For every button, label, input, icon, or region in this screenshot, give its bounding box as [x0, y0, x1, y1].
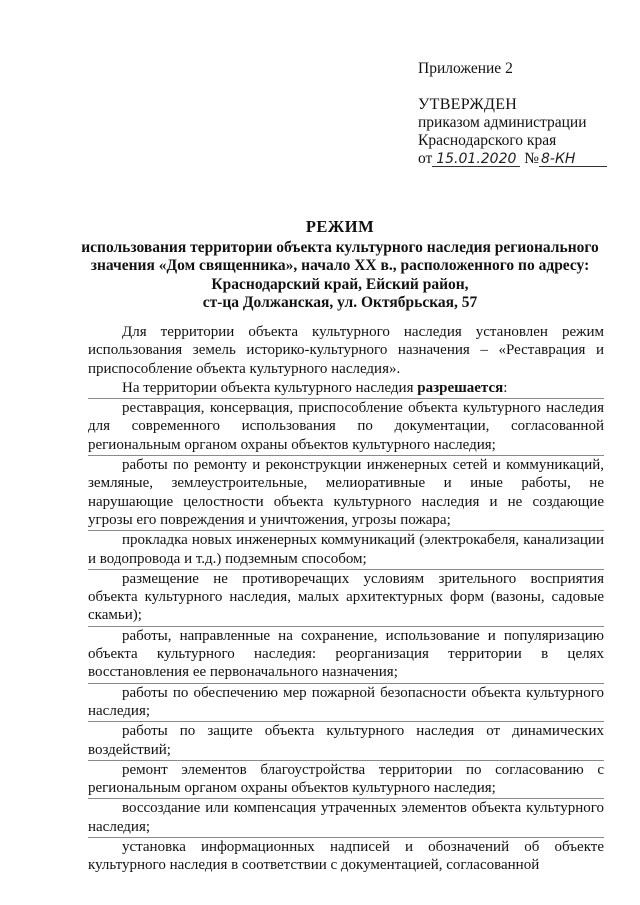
- order-number-label: №: [524, 150, 539, 167]
- permitted-keyword: разрешается: [417, 379, 504, 396]
- permitted-suffix: :: [503, 379, 508, 396]
- list-item: работы, направленные на сохранение, использование и популяризацию объекта культурного наследия: реорганизация территории в целях восстановления ее первоначального назначения;: [88, 627, 604, 681]
- heading-line-2: значения «Дом священника», начало XX в., расположенного по адресу:: [90, 257, 590, 274]
- permitted-paragraph: [88, 379, 604, 397]
- list-item: ремонт элементов благоустройства территории по согласованию с региональным органом охраны объектов культурного наследия;: [88, 761, 604, 797]
- list-item: прокладка новых инженерных коммуникаций (электрокабеля, канализации и водопровода и т.д.) подземным способом;: [88, 532, 604, 567]
- permitted-prefix: На территории объекта культурного наследия: [122, 379, 418, 396]
- order-from: от: [418, 150, 433, 167]
- list-item: установка информационных надписей и обозначений об объекте культурного наследия в соответствии с документацией, согласованной: [88, 839, 604, 874]
- list-item: работы по обеспечению мер пожарной безопасности объекта культурного наследия;: [88, 684, 604, 719]
- approved-title: УТВЕРЖДЕН: [418, 96, 518, 113]
- heading-line-3: Краснодарский край, Ейский район,: [211, 275, 469, 293]
- heading-line-1: использования территории объекта культурного наследия регионального: [81, 238, 599, 256]
- approval-block: [418, 96, 607, 168]
- heading-title: РЕЖИМ: [305, 217, 375, 236]
- list-item: работы по защите объекта культурного наследия от динамических воздействий;: [88, 723, 604, 758]
- order-number: 8-КН: [539, 152, 607, 167]
- order-line: [418, 150, 607, 168]
- intro-paragraph: Для территории объекта культурного наследия установлен режим использования земель историко-культурного назначения – «Реставрация и приспособление объекта культурного наследия».: [88, 324, 604, 377]
- approved-line-2: Краснодарского края: [418, 132, 557, 149]
- document-body: [88, 323, 604, 876]
- appendix-label: Приложение 2: [418, 60, 513, 77]
- list-item: воссоздание или компенсация утраченных элементов объекта культурного наследия;: [88, 800, 604, 835]
- order-date: 15.01.2020: [432, 152, 520, 167]
- list-item: реставрация, консервация, приспособление объекта культурного наследия для современного использования по документации, согласованной региональным органом охраны объектов культурного наследия;: [88, 400, 604, 453]
- document-heading: [60, 218, 620, 313]
- approved-line-1: приказом администрации: [418, 114, 587, 131]
- list-item: размещение не противоречащих условиям зрительного восприятия объекта культурного наследия, малых архитектурных форм (вазоны, садовые скамьи);: [88, 570, 604, 624]
- heading-line-4: ст-ца Должанская, ул. Октябрьская, 57: [202, 294, 478, 311]
- list-item: работы по ремонту и реконструкции инженерных сетей и коммуникаций, земляные, землеустроительные, мелиоративные и иные работы, не нарушающие целостности объекта культурного наследия и не создающие угрозы его повреждения и уничтожения, угрозы пожара;: [88, 457, 604, 528]
